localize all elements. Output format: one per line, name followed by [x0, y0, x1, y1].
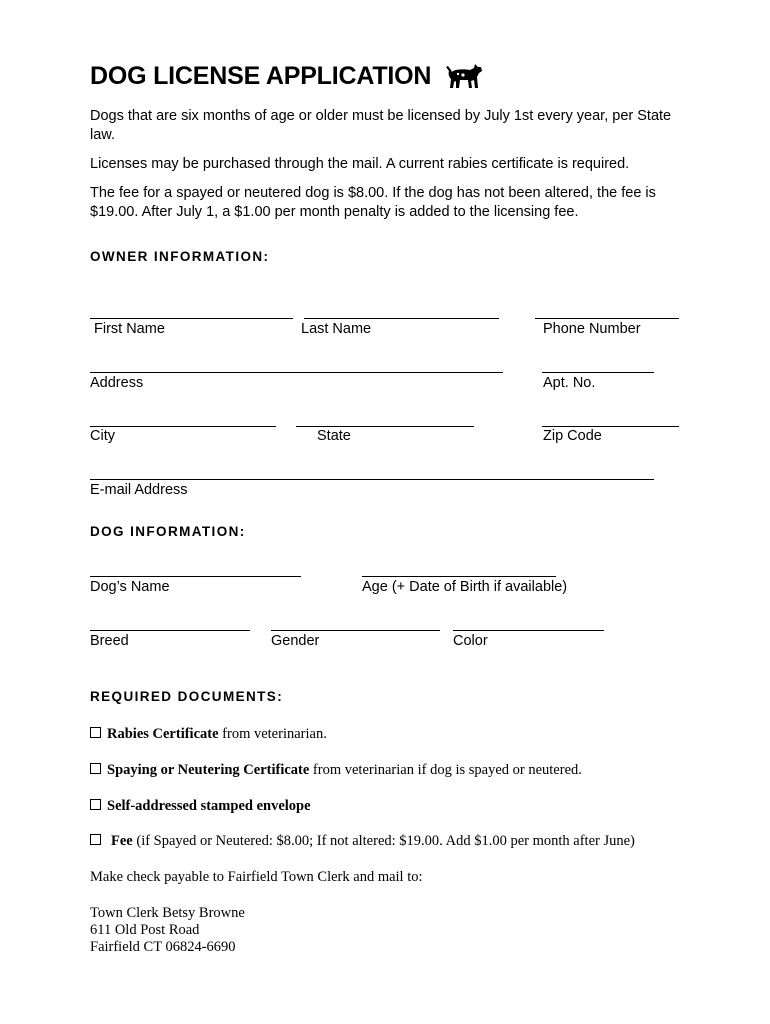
email-label: E-mail Address	[90, 482, 188, 498]
spay-neuter-certificate-checkbox[interactable]	[90, 763, 101, 774]
mailing-address-line-2: 611 Old Post Road	[90, 922, 200, 938]
phone-number-label: Phone Number	[543, 321, 641, 337]
dog-age-label: Age (+ Date of Birth if available)	[362, 579, 568, 595]
intro-paragraph-mail: Licenses may be purchased through the mail. A current rabies certificate is required.	[90, 156, 630, 172]
intro-paragraph-age: Dogs that are six months of age or older must be licensed by July 1st every year, per State law.	[90, 108, 672, 143]
page-title: DOG LICENSE APPLICATION	[90, 62, 432, 90]
zip-code-field[interactable]	[542, 426, 679, 427]
state-label: State	[317, 428, 351, 444]
city-field[interactable]	[90, 426, 276, 427]
dog-name-field[interactable]	[90, 576, 301, 577]
address-label: Address	[90, 375, 144, 391]
rabies-certificate-title: Rabies Certificate	[107, 726, 219, 742]
spay-neuter-certificate-title: Spaying or Neutering Certificate	[107, 762, 310, 778]
mailing-address	[90, 905, 245, 956]
rabies-certificate-item	[90, 726, 327, 743]
spay-neuter-certificate-item	[90, 762, 582, 779]
envelope-checkbox[interactable]	[90, 799, 101, 810]
last-name-label: Last Name	[301, 321, 372, 337]
fee-detail: (if Spayed or Neutered: $8.00; If not altered: $19.00. Add $1.00 per month after June)	[132, 833, 635, 849]
apt-number-field[interactable]	[542, 372, 654, 373]
dog-section-heading: DOG INFORMATION:	[90, 524, 246, 539]
gender-field[interactable]	[271, 630, 440, 631]
mailing-address-line-1: Town Clerk Betsy Browne	[90, 905, 245, 921]
envelope-title: Self-addressed stamped envelope	[107, 798, 311, 814]
phone-number-field[interactable]	[535, 318, 679, 319]
owner-section-heading: OWNER INFORMATION:	[90, 249, 270, 264]
last-name-field[interactable]	[304, 318, 499, 319]
city-label: City	[90, 428, 115, 444]
spay-neuter-certificate-detail: from veterinarian if dog is spayed or neutered.	[309, 762, 582, 778]
color-label: Color	[453, 633, 488, 649]
state-field[interactable]	[296, 426, 474, 427]
address-field[interactable]	[90, 372, 503, 373]
breed-field[interactable]	[90, 630, 250, 631]
rabies-certificate-detail: from veterinarian.	[218, 726, 327, 742]
apt-number-label: Apt. No.	[543, 375, 596, 391]
fee-item	[90, 833, 635, 850]
dog-name-label: Dog’s Name	[90, 579, 170, 595]
fee-title: Fee	[111, 833, 133, 849]
intro-paragraph-fee: The fee for a spayed or neutered dog is $8.00. If the dog has not been altered, the fee is $19.00. After July 1, a $1.00 per month penalty is added to the licensing fee.	[90, 185, 656, 220]
first-name-label: First Name	[94, 321, 165, 337]
rabies-certificate-checkbox[interactable]	[90, 727, 101, 738]
dog-icon	[444, 58, 484, 92]
gender-label: Gender	[271, 633, 320, 649]
first-name-field[interactable]	[90, 318, 293, 319]
payment-instruction: Make check payable to Fairfield Town Clerk and mail to:	[90, 869, 423, 885]
email-field[interactable]	[90, 479, 654, 480]
color-field[interactable]	[453, 630, 604, 631]
mailing-address-line-3: Fairfield CT 06824-6690	[90, 939, 236, 955]
documents-section-heading: REQUIRED DOCUMENTS:	[90, 689, 284, 704]
envelope-item	[90, 798, 311, 815]
fee-checkbox[interactable]	[90, 834, 101, 845]
dog-age-field[interactable]	[362, 576, 556, 577]
breed-label: Breed	[90, 633, 129, 649]
zip-code-label: Zip Code	[543, 428, 602, 444]
